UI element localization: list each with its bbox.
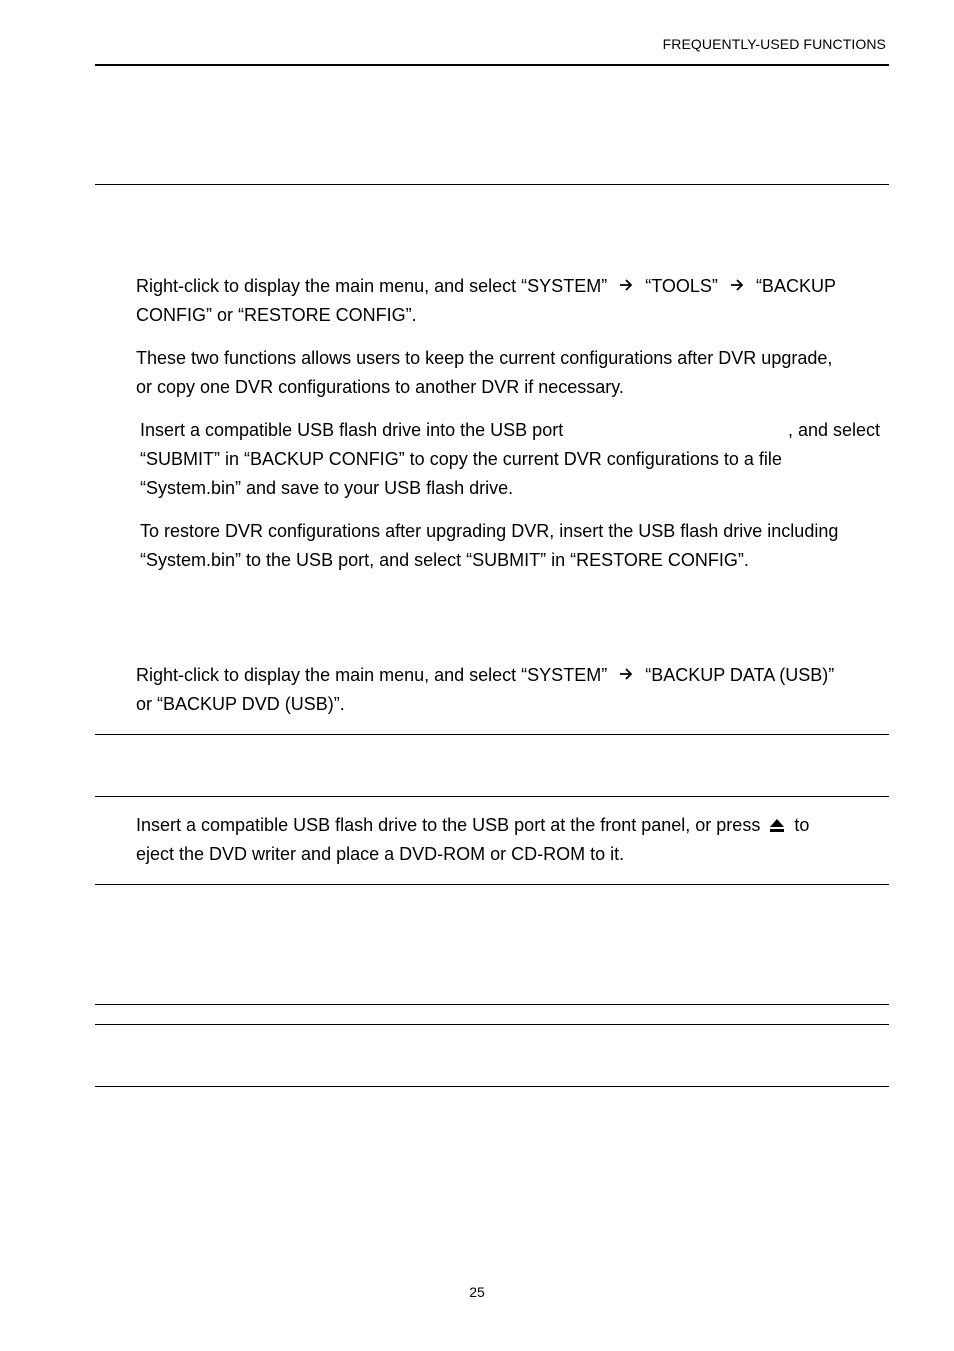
- header-rule: [95, 64, 889, 66]
- paragraph-insert-media: [136, 811, 896, 869]
- right-arrow-icon: [618, 277, 634, 293]
- line: To restore DVR configurations after upgrading DVR, insert the USB flash drive including: [140, 521, 839, 541]
- paragraph-menu-path-config: [136, 272, 896, 330]
- text-span: “BACKUP DATA (USB)”: [645, 665, 835, 685]
- right-arrow-icon: [618, 666, 634, 682]
- line: “System.bin” to the USB port, and select “SUBMIT” in “RESTORE CONFIG”.: [140, 550, 749, 570]
- text-span: Right-click to display the main menu, and select “SYSTEM”: [136, 665, 608, 685]
- line: “System.bin” and save to your USB flash drive.: [140, 478, 514, 498]
- text-span: “TOOLS”: [645, 276, 718, 296]
- line: [136, 811, 896, 840]
- line: [136, 661, 896, 690]
- section-rule-1: [95, 184, 889, 185]
- section-rule-3: [95, 796, 889, 797]
- text-span: , and select: [788, 420, 881, 440]
- text-span: Insert a compatible USB flash drive into the USB port: [140, 420, 564, 440]
- line: eject the DVD writer and place a DVD-ROM or CD-ROM to it.: [136, 844, 625, 864]
- paragraph-menu-path-backup: [136, 661, 896, 719]
- section-rule-7: [95, 1086, 889, 1087]
- text-span: “BACKUP: [755, 276, 836, 296]
- line: or copy one DVR configurations to another DVR if necessary.: [136, 377, 624, 397]
- section-rule-2: [95, 734, 889, 735]
- right-arrow-icon: [729, 277, 745, 293]
- text-span: to: [794, 815, 810, 835]
- line: These two functions allows users to keep the current configurations after DVR upgrade,: [136, 348, 833, 368]
- eject-icon: [769, 817, 785, 833]
- section-rule-5: [95, 1004, 889, 1005]
- section-rule-6: [95, 1024, 889, 1025]
- paragraph-backup-config: [140, 416, 900, 503]
- line: “SUBMIT” in “BACKUP CONFIG” to copy the current DVR configurations to a file: [140, 449, 782, 469]
- line: CONFIG” or “RESTORE CONFIG”.: [136, 305, 417, 325]
- section-rule-4: [95, 884, 889, 885]
- line: [140, 416, 900, 445]
- text-span: Insert a compatible USB flash drive to the USB port at the front panel, or press: [136, 815, 761, 835]
- page-number: 25: [469, 1284, 485, 1300]
- paragraph-description: [136, 344, 906, 402]
- line: or “BACKUP DVD (USB)”.: [136, 694, 345, 714]
- text-span: Right-click to display the main menu, and select “SYSTEM”: [136, 276, 608, 296]
- line: [136, 272, 896, 301]
- running-header: FREQUENTLY-USED FUNCTIONS: [662, 36, 886, 52]
- paragraph-restore-config: [140, 517, 910, 575]
